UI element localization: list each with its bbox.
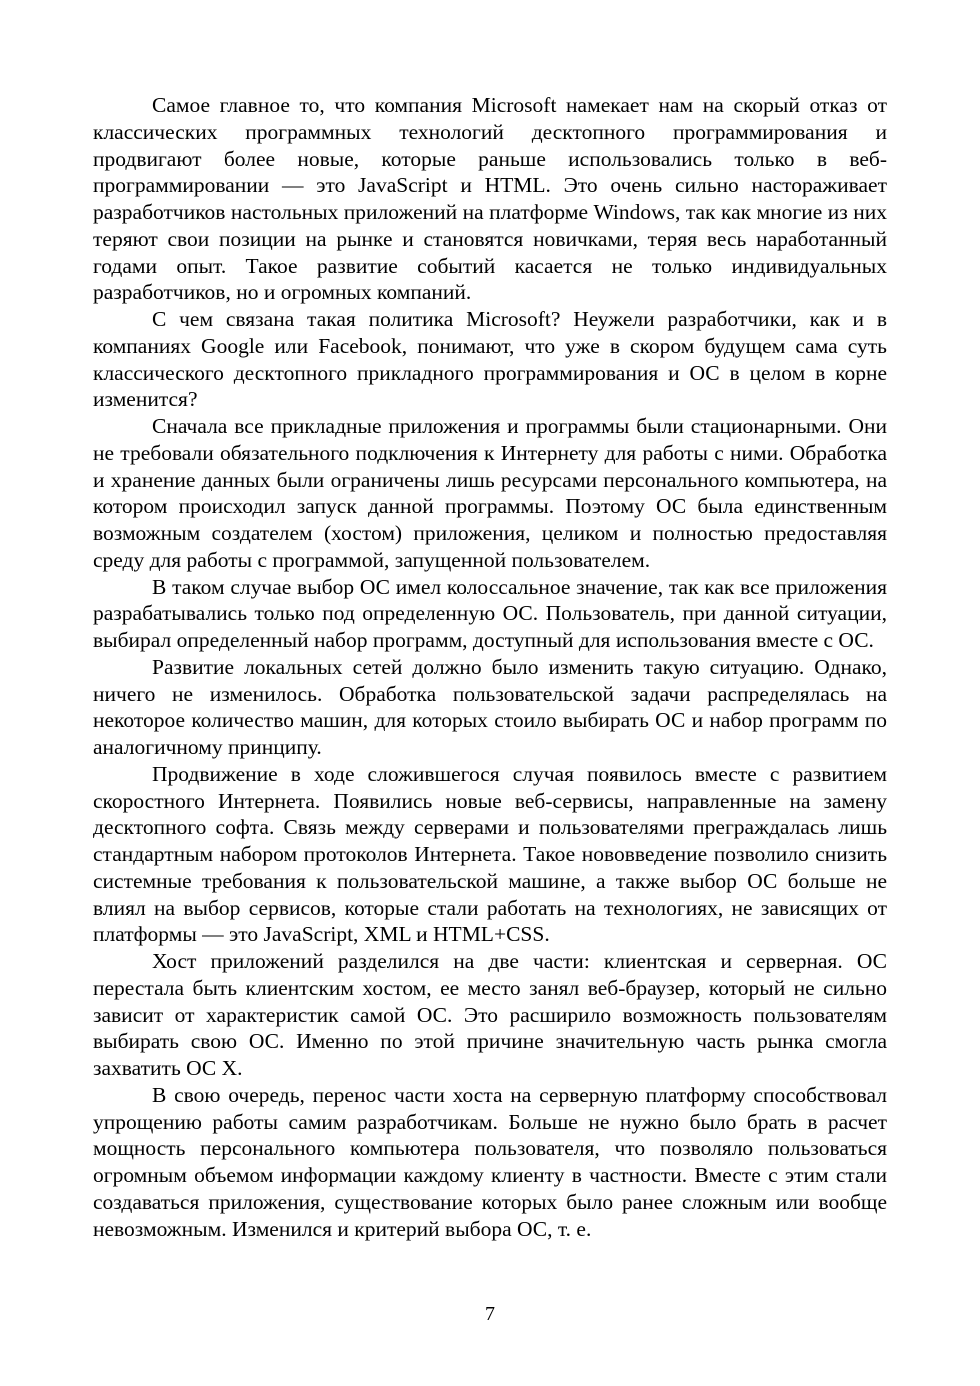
paragraph-8: В свою очередь, перенос части хоста на серверную платформу способствовал упрощению работы самим разработчикам. Больше не нужно было брать в расчет мощность персонального компьютера пользователя, что позволяло пользоваться огромным объемом информации каждому клиенту в частности. Вместе с этим стали создаваться приложения, существование которых было ранее сложным или вообще невозможным. Изменился и критерий выбора ОС, т. е. xyxy=(93,1082,887,1241)
paragraph-5: Развитие локальных сетей должно было изменить такую ситуацию. Однако, ничего не изменилось. Обработка пользовательской задачи распределялась на некоторое количество машин, для которых стоило выбирать ОС и набор программ по аналогичному принципу. xyxy=(93,654,887,759)
paragraph-7: Хост приложений разделился на две части: клиентская и серверная. ОС перестала быть клиентским хостом, ее место занял веб-браузер, который не сильно зависит от характеристик самой ОС. Это расширило возможность пользователям выбирать свою ОС. Именно по этой причине значительную часть рынка смогла захватить ОС X. xyxy=(93,949,887,1080)
paragraph-4: В таком случае выбор ОС имел колоссальное значение, так как все приложения разрабатывались только под определенную ОС. Пользователь, при данной ситуации, выбирал определенный набор программ, доступный для использования вместе с ОС. xyxy=(93,574,887,652)
paragraph-3: Сначала все прикладные приложения и программы были стационарными. Они не требовали обязательного подключения к Интернету для работы с ними. Обработка и хранение данных были ограничены лишь ресурсами персонального компьютера, на котором происходил запуск данной программы. Поэтому ОС была единственным возможным создателем (хостом) приложения, целиком и полностью предоставляя среду для работы с программой, запущенной пользователем. xyxy=(93,414,887,572)
paragraph-1: Самое главное то, что компания Microsoft намекает нам на скорый отказ от классических программных технологий десктопного программирования и продвигают более новые, которые раньше использовались только в веб-программировании — это JavaScript и HTML. Это очень сильно настораживает разработчиков настольных приложений на платформе Windows, так как многие из них теряют свои позиции на рынке и становятся новичками, теряя весь наработанный годами опыт. Такое развитие событий касается не только индивидуальных разработчиков, но и огромных компаний. xyxy=(93,93,887,305)
page-body xyxy=(93,92,887,1242)
page-number: 7 xyxy=(485,1303,495,1325)
paragraph-2: С чем связана такая политика Microsoft? Неужели разработчики, как и в компаниях Google или Facebook, понимают, что уже в скором будущем сама суть классического десктопного прикладного программирования и ОС в целом в корне изменится? xyxy=(93,307,887,412)
paragraph-6: Продвижение в ходе сложившегося случая появилось вместе с развитием скоростного Интернета. Появились новые веб-сервисы, направленные на замену десктопного софта. Связь между серверами и пользователями преграждалась лишь стандартным набором протоколов Интернета. Такое нововведение позволило снизить системные требования к пользовательской машине, а также выбор ОС больше не влиял на выбор сервисов, которые стали работать на технологиях, не зависящих от платформы — это JavaScript, XML и HTML+CSS. xyxy=(93,761,887,947)
